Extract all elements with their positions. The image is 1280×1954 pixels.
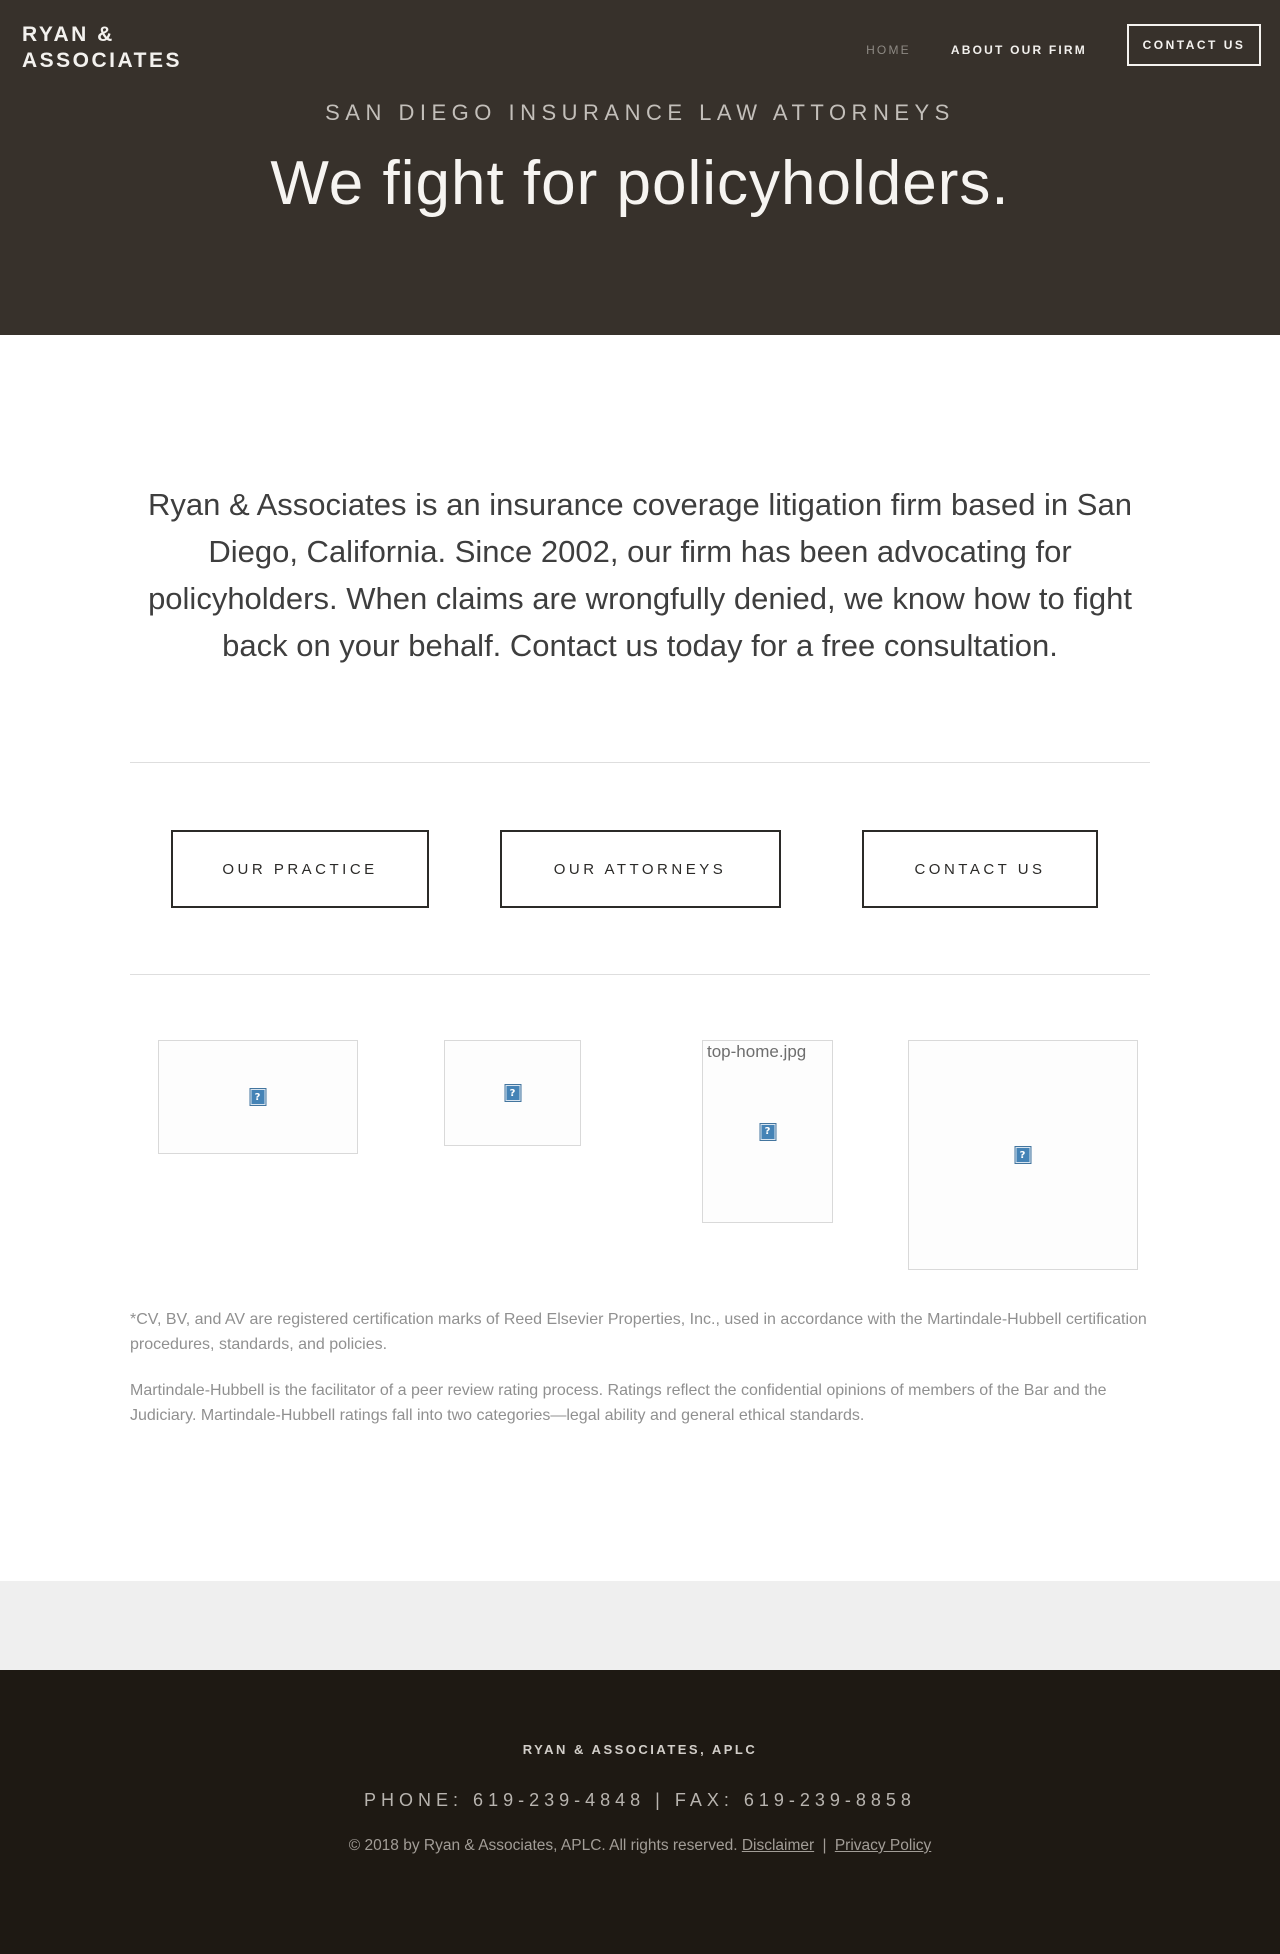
logo-line-2: ASSOCIATES (22, 49, 182, 72)
cta-our-attorneys-button[interactable]: OUR ATTORNEYS (500, 830, 781, 908)
disclaimer-link[interactable]: Disclaimer (741, 1837, 815, 1854)
logo-line-1: RYAN & (22, 23, 115, 46)
broken-image-box (444, 1040, 581, 1146)
broken-image-icon: ? (1015, 1147, 1030, 1163)
footer-firm-name: RYAN & ASSOCIATES, APLC (522, 1742, 758, 1757)
footer-copyright (0, 1837, 1280, 1855)
nav-link-home[interactable]: HOME (866, 43, 911, 57)
link-separator: | (822, 1837, 827, 1854)
disclaimer-paragraph-2: Martindale-Hubbell is the facilitator of a peer review rating process. Ratings reflect the confidential opinions of members of the Bar and the Judiciary. Martindale-Hubbell ratings fall into two categories—legal ability and general ethical standards. (130, 1382, 1107, 1424)
site-header (0, 0, 1280, 335)
broken-image-box (702, 1040, 833, 1223)
divider-top (130, 762, 1150, 763)
cta-our-practice-button[interactable]: OUR PRACTICE (171, 830, 429, 908)
disclaimer-block (130, 1307, 1150, 1428)
footer-phone-fax: PHONE: 619-239-4848 | FAX: 619-239-8858 (364, 1790, 916, 1810)
cta-button-row (130, 830, 1150, 908)
top-bar (0, 0, 1280, 74)
hero-subtitle: SAN DIEGO INSURANCE LAW ATTORNEYS (325, 100, 955, 125)
broken-image-box (908, 1040, 1138, 1270)
divider-bottom (130, 974, 1150, 975)
broken-image-icon: ? (250, 1089, 265, 1105)
broken-image-icon: ? (760, 1124, 775, 1140)
pre-footer-band (0, 1581, 1280, 1670)
cta-contact-us-button[interactable]: CONTACT US (862, 830, 1098, 908)
disclaimer-paragraph-1: *CV, BV, and AV are registered certification marks of Reed Elsevier Properties, Inc., used in accordance with the Martindale-Hubbell certification procedures, standards, and policies. (130, 1311, 1147, 1353)
hero-title: We fight for policyholders. (270, 149, 1010, 218)
image-alt-text: top-home.jpg (707, 1042, 807, 1061)
contact-us-button[interactable]: CONTACT US (1127, 24, 1261, 66)
privacy-policy-link[interactable]: Privacy Policy (834, 1837, 932, 1854)
hero (0, 100, 1280, 219)
broken-image-box (158, 1040, 358, 1154)
site-footer (0, 1670, 1280, 1954)
image-row (130, 1040, 1150, 1270)
intro-paragraph: Ryan & Associates is an insurance coverage litigation firm based in San Diego, California. Since 2002, our firm has been advocating for policyholders. When claims are wrongfully denied, we know how to fight back on your behalf. Contact us today for a free consultation. (148, 487, 1132, 663)
main-nav (866, 34, 1261, 66)
main-content (0, 335, 1280, 1581)
broken-image-icon: ? (505, 1085, 520, 1101)
nav-link-about[interactable]: ABOUT OUR FIRM (950, 43, 1087, 57)
logo[interactable] (22, 22, 182, 74)
copyright-text: © 2018 by Ryan & Associates, APLC. All rights reserved. (348, 1837, 738, 1854)
